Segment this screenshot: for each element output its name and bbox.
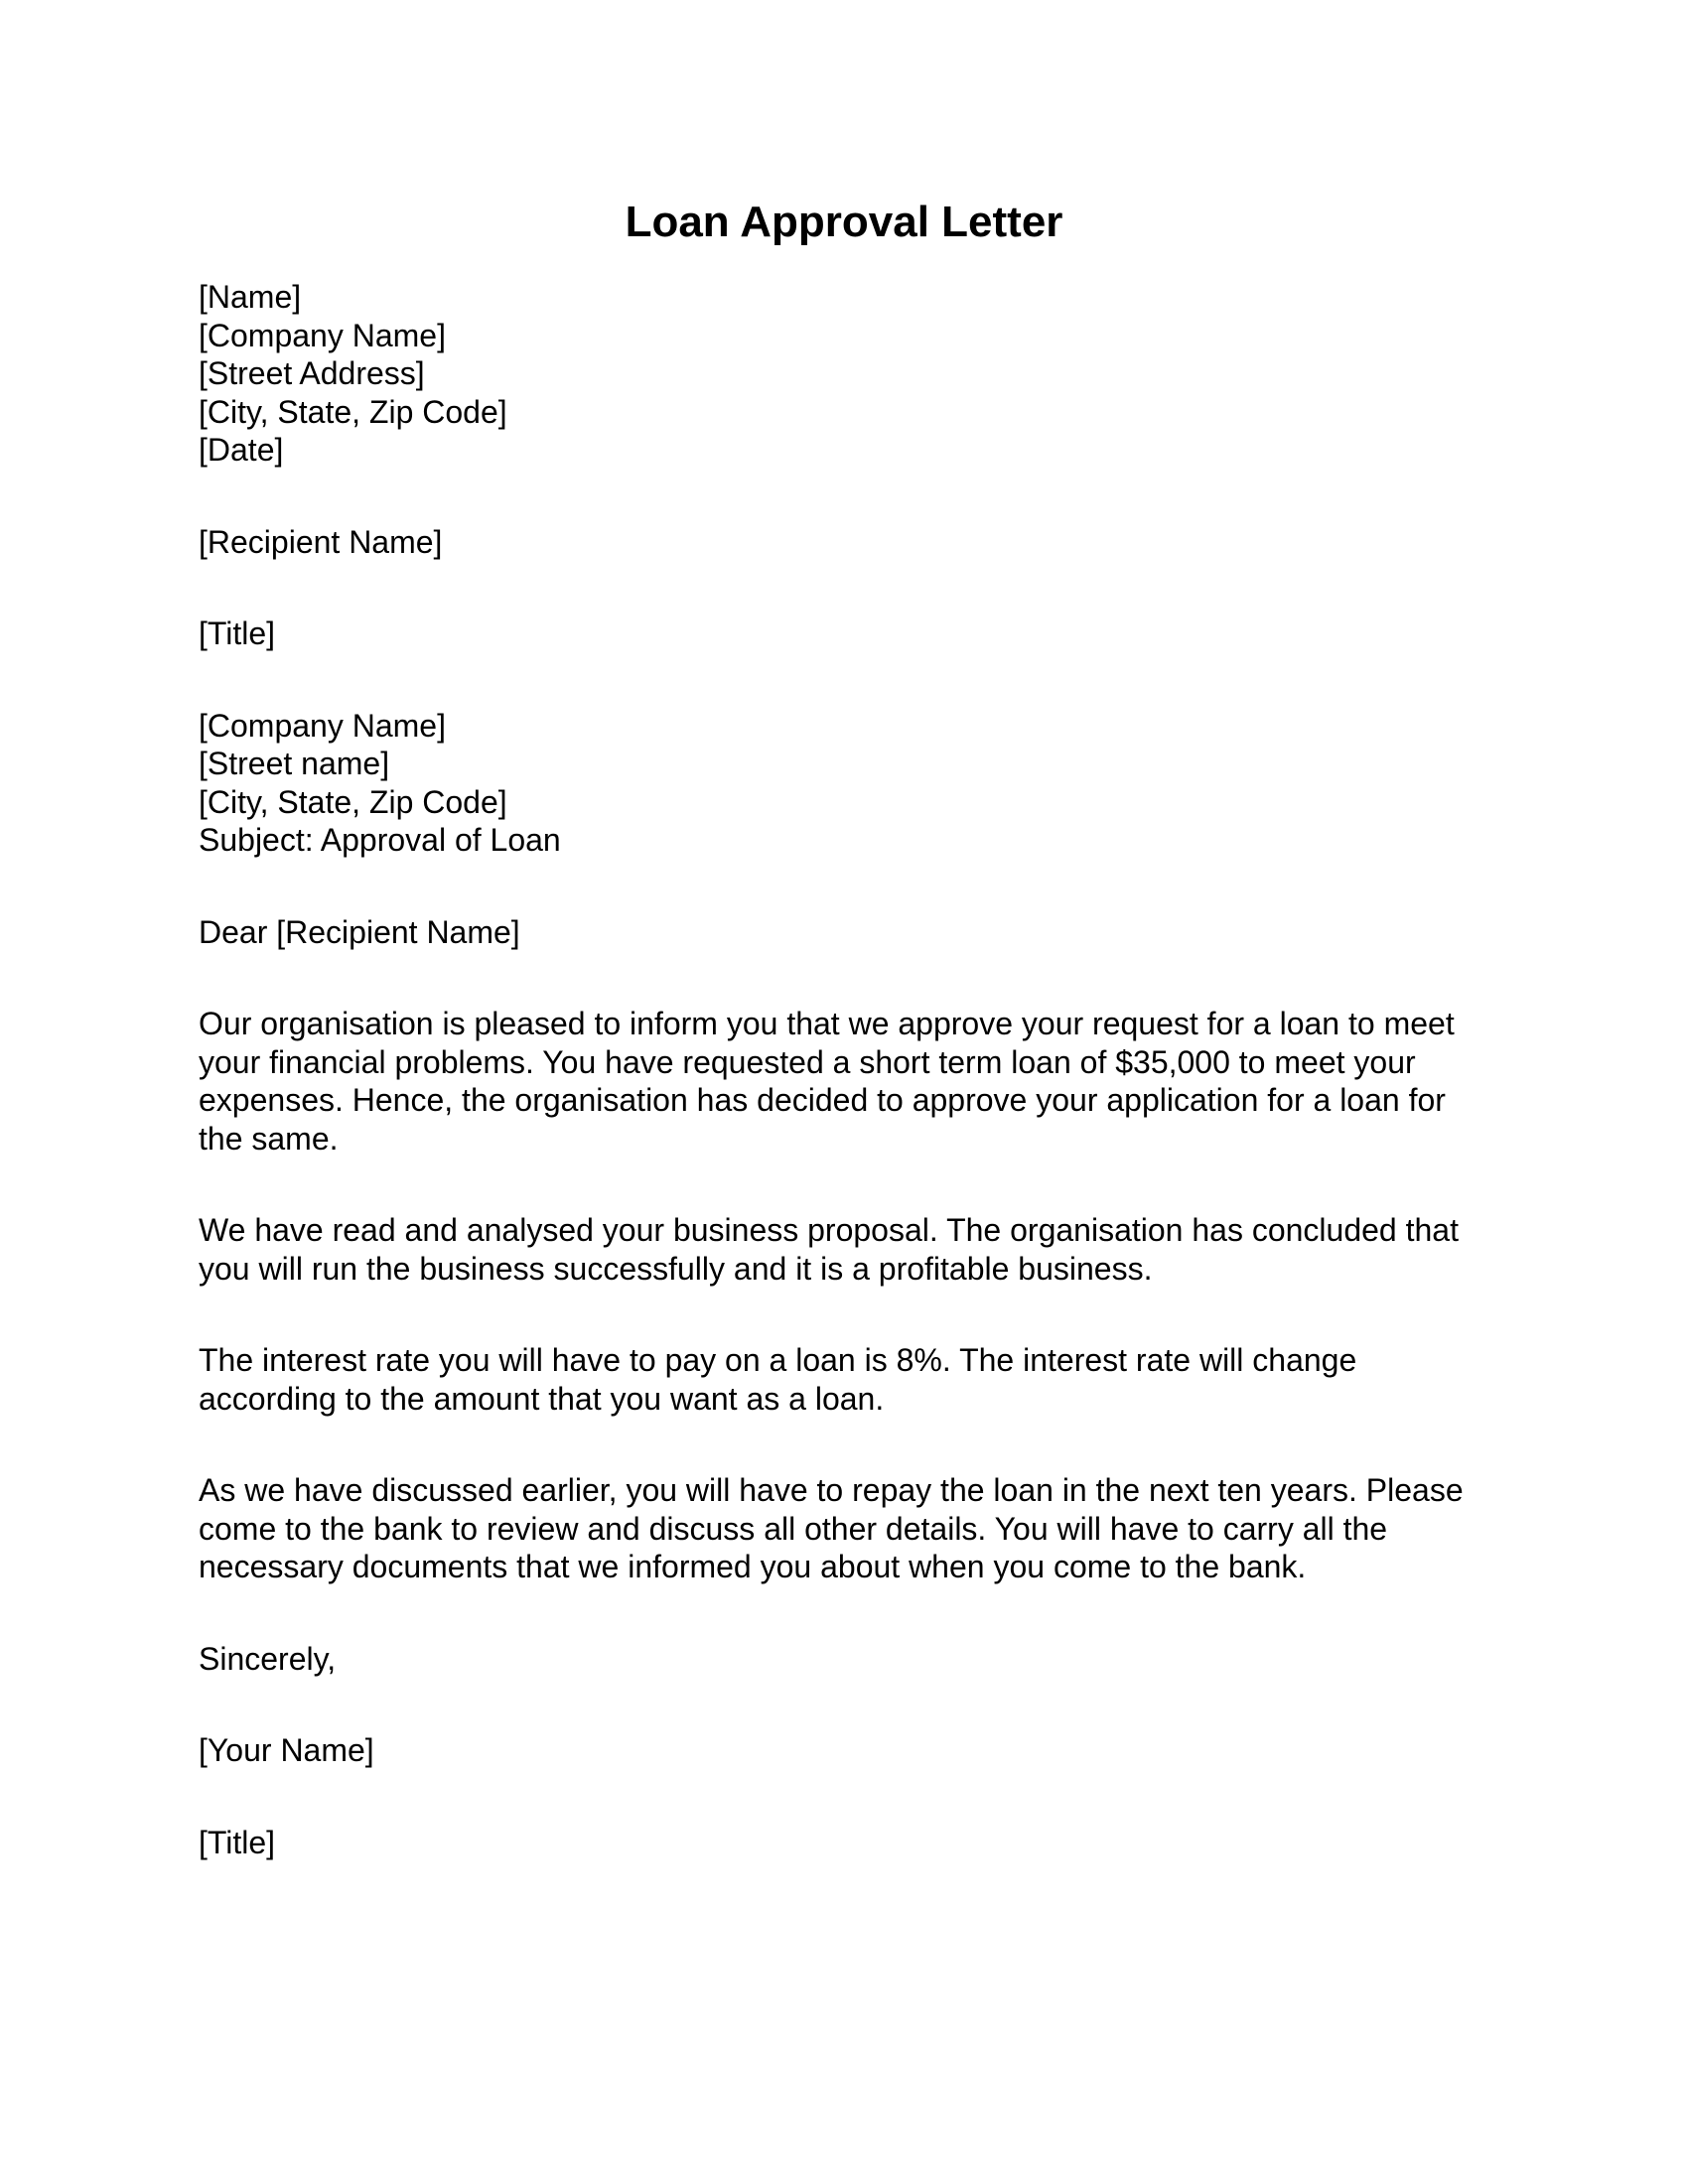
recipient-city-state-zip: [City, State, Zip Code] — [199, 783, 507, 820]
signer-title-block — [199, 1824, 1489, 1862]
sender-name: [Name] — [199, 279, 302, 315]
recipient-name-block — [199, 523, 1489, 562]
salutation: Dear [Recipient Name] — [199, 913, 520, 950]
body-paragraph-approval: Our organisation is pleased to inform you that we approve your request for a loan to meet your financial problems. You have requested a short term loan of $35,000 to meet your expenses. Hence, the organisation has decided to approve your application for a loan for the same. — [199, 1006, 1455, 1157]
recipient-name: [Recipient Name] — [199, 523, 443, 560]
closing-block — [199, 1640, 1489, 1679]
recipient-address-block — [199, 707, 1489, 860]
closing: Sincerely, — [199, 1640, 337, 1677]
signer-name: [Your Name] — [199, 1732, 374, 1768]
letter-body — [199, 278, 1489, 1915]
letter-subject: Subject: Approval of Loan — [199, 822, 561, 858]
body-paragraph-repayment: As we have discussed earlier, you will have to repay the loan in the next ten years. Please come to the bank to review and discuss all other details. You will have to carry all the necessary documents that we informed you about when you come to the bank. — [199, 1472, 1464, 1584]
recipient-company: [Company Name] — [199, 707, 446, 744]
letter-date: [Date] — [199, 432, 284, 468]
letter-title: Loan Approval Letter — [625, 198, 1063, 246]
recipient-title-block — [199, 614, 1489, 653]
sender-company: [Company Name] — [199, 317, 446, 353]
body-paragraph-proposal: We have read and analysed your business proposal. The organisation has concluded that you will run the business successfully and it is a profitable business. — [199, 1212, 1459, 1287]
recipient-title: [Title] — [199, 615, 276, 651]
sender-street: [Street Address] — [199, 355, 425, 391]
sender-city-state-zip: [City, State, Zip Code] — [199, 393, 507, 430]
recipient-street: [Street name] — [199, 746, 390, 781]
signer-name-block — [199, 1731, 1489, 1770]
signer-title: [Title] — [199, 1824, 276, 1860]
sender-address-block — [199, 278, 1489, 470]
body-paragraph-interest: The interest rate you will have to pay on a loan is 8%. The interest rate will change according to the amount that you want as a loan. — [199, 1342, 1357, 1417]
salutation-block — [199, 913, 1489, 952]
